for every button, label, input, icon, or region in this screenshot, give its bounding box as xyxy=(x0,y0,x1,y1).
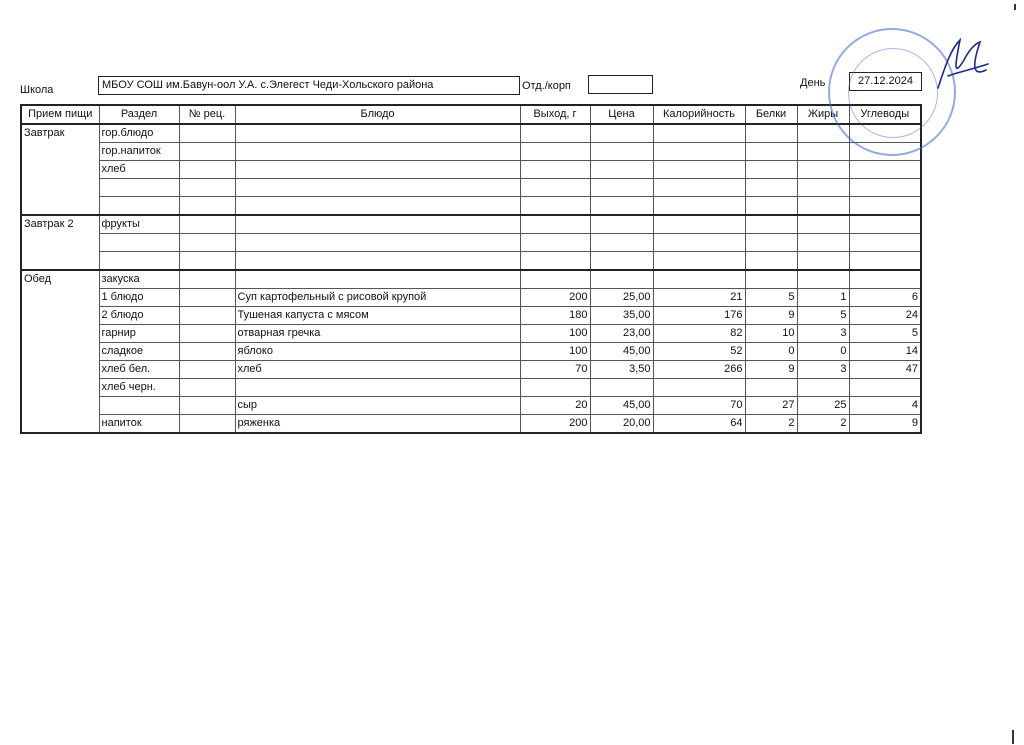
cell-kcal xyxy=(653,215,745,234)
column-header: Выход, г xyxy=(520,105,590,124)
cell-kcal xyxy=(653,197,745,216)
cell-kcal xyxy=(653,252,745,271)
cell-yield xyxy=(520,161,590,179)
table-row xyxy=(21,179,921,197)
cell-dish: яблоко xyxy=(235,343,520,361)
cell-carbs xyxy=(849,197,921,216)
cell-fat xyxy=(797,234,849,252)
cell-protein: 10 xyxy=(745,325,797,343)
cell-fat xyxy=(797,379,849,397)
cell-section xyxy=(99,179,179,197)
column-header: Прием пищи xyxy=(21,105,99,124)
dept-field xyxy=(588,75,653,94)
cell-yield: 20 xyxy=(520,397,590,415)
cell-protein: 2 xyxy=(745,415,797,434)
cell-fat: 2 xyxy=(797,415,849,434)
cell-price xyxy=(590,161,653,179)
cell-carbs xyxy=(849,379,921,397)
table-row xyxy=(21,143,921,161)
cell-dish xyxy=(235,179,520,197)
cell-protein xyxy=(745,143,797,161)
cell-protein xyxy=(745,379,797,397)
cell-dish xyxy=(235,197,520,216)
cell-section: хлеб xyxy=(99,161,179,179)
cell-kcal xyxy=(653,379,745,397)
cell-fat xyxy=(797,161,849,179)
table-row xyxy=(21,270,921,289)
cell-price: 45,00 xyxy=(590,397,653,415)
cell-price: 35,00 xyxy=(590,307,653,325)
school-label: Школа xyxy=(20,84,54,96)
cell-price: 45,00 xyxy=(590,343,653,361)
cell-carbs: 47 xyxy=(849,361,921,379)
cell-rec xyxy=(179,307,235,325)
cell-rec xyxy=(179,325,235,343)
cell-protein xyxy=(745,252,797,271)
cell-kcal: 82 xyxy=(653,325,745,343)
cell-carbs xyxy=(849,215,921,234)
cell-section: 2 блюдо xyxy=(99,307,179,325)
column-header: Раздел xyxy=(99,105,179,124)
school-name-field: МБОУ СОШ им.Бавун-оол У.А. с.Элегест Чеди-Хольского района xyxy=(98,76,520,95)
cell-carbs xyxy=(849,252,921,271)
table-header-row xyxy=(21,105,921,124)
cell-section: фрукты xyxy=(99,215,179,234)
cell-rec xyxy=(179,143,235,161)
cell-fat: 3 xyxy=(797,361,849,379)
table-row xyxy=(21,124,921,143)
scan-edge-mark-top xyxy=(1014,4,1016,10)
cell-carbs: 14 xyxy=(849,343,921,361)
column-header: Калорийность xyxy=(653,105,745,124)
cell-fat xyxy=(797,215,849,234)
cell-price xyxy=(590,234,653,252)
cell-protein: 0 xyxy=(745,343,797,361)
table-row xyxy=(21,197,921,216)
cell-carbs: 9 xyxy=(849,415,921,434)
seal-inner-ring xyxy=(848,48,938,138)
cell-section: гор.блюдо xyxy=(99,124,179,143)
cell-protein xyxy=(745,234,797,252)
table-row xyxy=(21,361,921,379)
cell-rec xyxy=(179,379,235,397)
cell-yield: 70 xyxy=(520,361,590,379)
cell-price xyxy=(590,197,653,216)
cell-dish xyxy=(235,124,520,143)
cell-protein xyxy=(745,215,797,234)
handwritten-signature xyxy=(930,30,992,100)
cell-dish: отварная гречка xyxy=(235,325,520,343)
table-row xyxy=(21,234,921,252)
table-row xyxy=(21,215,921,234)
cell-protein xyxy=(745,179,797,197)
menu-table xyxy=(20,104,922,434)
meal-cell: Обед xyxy=(21,270,99,433)
cell-section: сладкое xyxy=(99,343,179,361)
column-header: Блюдо xyxy=(235,105,520,124)
column-header: Белки xyxy=(745,105,797,124)
cell-rec xyxy=(179,215,235,234)
cell-rec xyxy=(179,252,235,271)
cell-protein: 27 xyxy=(745,397,797,415)
cell-yield: 100 xyxy=(520,325,590,343)
meal-cell: Завтрак xyxy=(21,124,99,215)
cell-section: гарнир xyxy=(99,325,179,343)
table-row xyxy=(21,397,921,415)
cell-price xyxy=(590,252,653,271)
column-header: № рец. xyxy=(179,105,235,124)
cell-yield xyxy=(520,124,590,143)
cell-price: 20,00 xyxy=(590,415,653,434)
cell-kcal: 70 xyxy=(653,397,745,415)
cell-kcal: 21 xyxy=(653,289,745,307)
cell-fat xyxy=(797,270,849,289)
table-row xyxy=(21,325,921,343)
column-header: Цена xyxy=(590,105,653,124)
table-row xyxy=(21,415,921,434)
cell-yield: 180 xyxy=(520,307,590,325)
dept-label: Отд./корп xyxy=(522,80,571,92)
cell-yield xyxy=(520,234,590,252)
cell-yield xyxy=(520,179,590,197)
cell-price xyxy=(590,379,653,397)
cell-yield xyxy=(520,252,590,271)
cell-rec xyxy=(179,234,235,252)
cell-yield: 200 xyxy=(520,415,590,434)
cell-price: 25,00 xyxy=(590,289,653,307)
cell-fat: 0 xyxy=(797,343,849,361)
cell-dish xyxy=(235,252,520,271)
cell-section xyxy=(99,234,179,252)
cell-carbs: 5 xyxy=(849,325,921,343)
table-row xyxy=(21,252,921,271)
cell-rec xyxy=(179,197,235,216)
cell-carbs: 4 xyxy=(849,397,921,415)
cell-kcal xyxy=(653,124,745,143)
cell-kcal: 52 xyxy=(653,343,745,361)
cell-price xyxy=(590,124,653,143)
cell-yield: 100 xyxy=(520,343,590,361)
cell-rec xyxy=(179,361,235,379)
cell-yield xyxy=(520,270,590,289)
cell-section: 1 блюдо xyxy=(99,289,179,307)
cell-yield: 200 xyxy=(520,289,590,307)
cell-price: 23,00 xyxy=(590,325,653,343)
cell-protein xyxy=(745,161,797,179)
cell-dish: сыр xyxy=(235,397,520,415)
cell-fat xyxy=(797,252,849,271)
table-row xyxy=(21,379,921,397)
cell-kcal xyxy=(653,270,745,289)
cell-fat: 25 xyxy=(797,397,849,415)
cell-carbs xyxy=(849,270,921,289)
cell-rec xyxy=(179,124,235,143)
cell-dish: Суп картофельный с рисовой крупой xyxy=(235,289,520,307)
cell-kcal: 266 xyxy=(653,361,745,379)
cell-fat xyxy=(797,179,849,197)
cell-rec xyxy=(179,289,235,307)
cell-kcal: 64 xyxy=(653,415,745,434)
day-field: 27.12.2024 xyxy=(849,72,922,91)
cell-carbs: 6 xyxy=(849,289,921,307)
cell-fat: 5 xyxy=(797,307,849,325)
table-row xyxy=(21,307,921,325)
cell-carbs xyxy=(849,179,921,197)
cell-section xyxy=(99,397,179,415)
cell-kcal xyxy=(653,143,745,161)
cell-protein: 5 xyxy=(745,289,797,307)
day-label: День xyxy=(800,77,826,89)
cell-dish: ряженка xyxy=(235,415,520,434)
cell-fat xyxy=(797,143,849,161)
cell-fat: 3 xyxy=(797,325,849,343)
cell-price: 3,50 xyxy=(590,361,653,379)
cell-protein: 9 xyxy=(745,307,797,325)
cell-fat: 1 xyxy=(797,289,849,307)
cell-rec xyxy=(179,179,235,197)
cell-yield xyxy=(520,215,590,234)
cell-rec xyxy=(179,270,235,289)
cell-protein: 9 xyxy=(745,361,797,379)
cell-section: напиток xyxy=(99,415,179,434)
cell-kcal xyxy=(653,161,745,179)
cell-yield xyxy=(520,379,590,397)
table-row xyxy=(21,161,921,179)
cell-protein xyxy=(745,270,797,289)
cell-dish: хлеб xyxy=(235,361,520,379)
cell-price xyxy=(590,143,653,161)
cell-carbs: 24 xyxy=(849,307,921,325)
cell-price xyxy=(590,215,653,234)
cell-section: гор.напиток xyxy=(99,143,179,161)
table-row xyxy=(21,343,921,361)
cell-rec xyxy=(179,161,235,179)
cell-section: закуска xyxy=(99,270,179,289)
cell-dish xyxy=(235,270,520,289)
table-body xyxy=(21,124,921,433)
cell-price xyxy=(590,270,653,289)
scan-edge-mark xyxy=(1012,730,1014,744)
cell-yield xyxy=(520,143,590,161)
cell-carbs xyxy=(849,234,921,252)
cell-price xyxy=(590,179,653,197)
cell-section: хлеб черн. xyxy=(99,379,179,397)
cell-kcal xyxy=(653,179,745,197)
cell-fat xyxy=(797,197,849,216)
cell-section: хлеб бел. xyxy=(99,361,179,379)
cell-section xyxy=(99,197,179,216)
cell-protein xyxy=(745,124,797,143)
column-header: Жиры xyxy=(797,105,849,124)
cell-dish: Тушеная капуста с мясом xyxy=(235,307,520,325)
cell-rec xyxy=(179,397,235,415)
cell-dish xyxy=(235,161,520,179)
cell-protein xyxy=(745,197,797,216)
cell-dish xyxy=(235,234,520,252)
cell-kcal xyxy=(653,234,745,252)
cell-kcal: 176 xyxy=(653,307,745,325)
cell-rec xyxy=(179,415,235,434)
cell-rec xyxy=(179,343,235,361)
cell-dish xyxy=(235,379,520,397)
cell-yield xyxy=(520,197,590,216)
cell-dish xyxy=(235,215,520,234)
column-header: Углеводы xyxy=(849,105,921,124)
cell-dish xyxy=(235,143,520,161)
table-row xyxy=(21,289,921,307)
meal-cell: Завтрак 2 xyxy=(21,215,99,270)
cell-carbs xyxy=(849,161,921,179)
cell-section xyxy=(99,252,179,271)
